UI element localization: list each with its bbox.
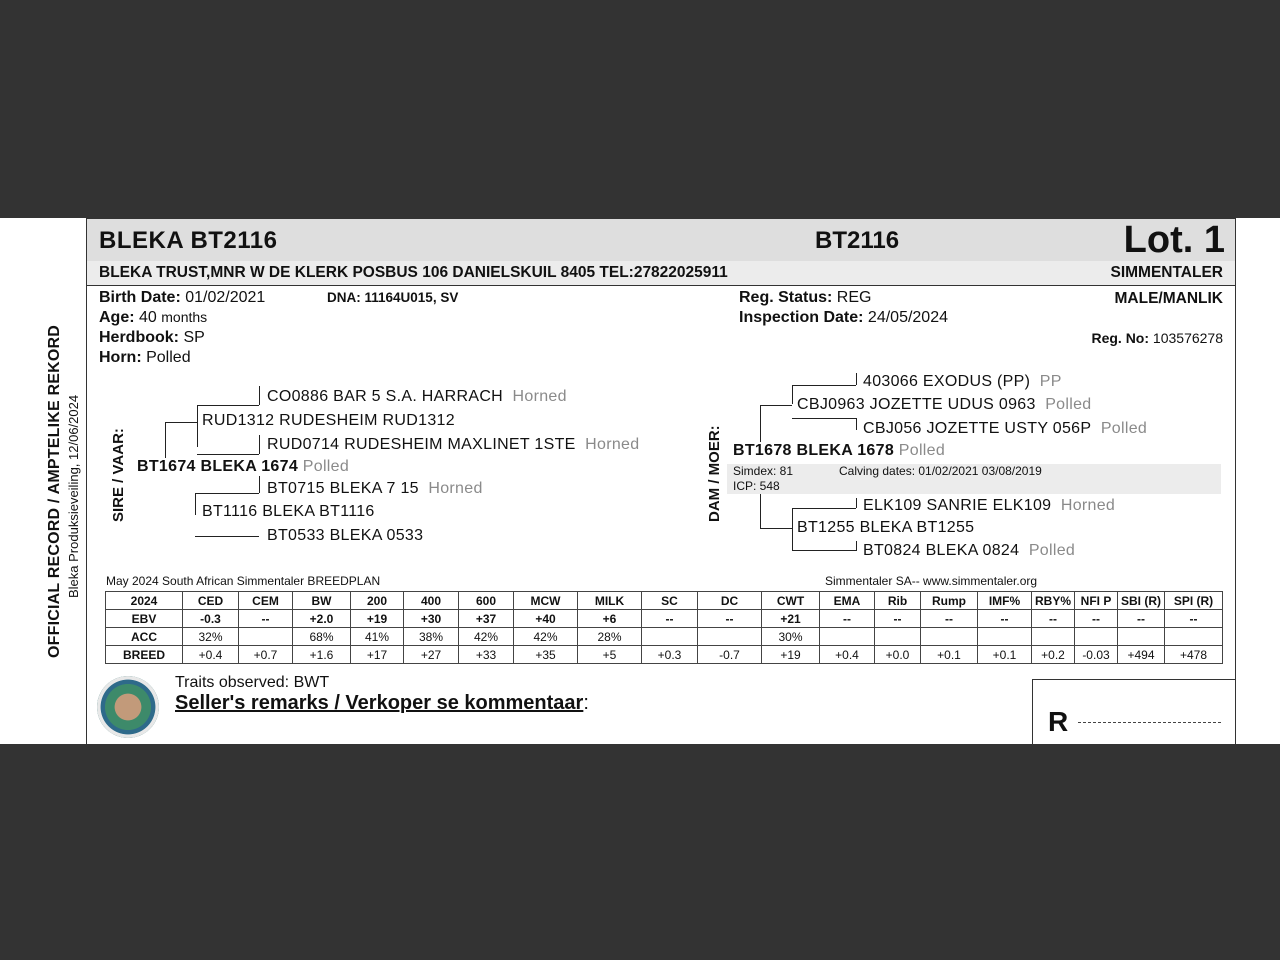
- ebv-cell: [820, 628, 875, 646]
- ebv-cell: +35: [514, 646, 578, 664]
- ebv-row: [106, 610, 1223, 628]
- price-input-line[interactable]: [1078, 722, 1221, 723]
- horn-status-text: Polled: [302, 458, 350, 475]
- ebv-cell: 200: [351, 592, 404, 610]
- ebv-cell: SC: [642, 592, 698, 610]
- ebv-cell: +5: [578, 646, 642, 664]
- ebv-cell: +0.4: [820, 646, 875, 664]
- ebv-cell: DC: [698, 592, 762, 610]
- breedplan-caption: May 2024 South African Simmentaler BREEDPLAN: [106, 574, 381, 588]
- dam-dam: BT1255 BLEKA BT1255: [797, 519, 975, 536]
- ebv-cell: 400: [404, 592, 459, 610]
- ebv-row: [106, 592, 1223, 610]
- ebv-cell: +478: [1165, 646, 1223, 664]
- ebv-row-label: EBV: [106, 610, 183, 628]
- reg-status: [739, 289, 871, 307]
- ebv-cell: +2.0: [293, 610, 351, 628]
- age-label: Age:: [99, 309, 135, 326]
- icp-value: ICP: 548: [733, 479, 780, 493]
- ebv-cell: --: [239, 610, 293, 628]
- ebv-cell: +0.1: [978, 646, 1032, 664]
- ebv-cell: IMF%: [978, 592, 1032, 610]
- dam-sire: [797, 396, 1091, 414]
- lot-number: Lot. 1: [1123, 219, 1225, 261]
- ebv-cell: +17: [351, 646, 404, 664]
- reg-no-label: Reg. No:: [1091, 330, 1150, 346]
- ebv-cell: --: [978, 610, 1032, 628]
- ebv-table: [105, 591, 1223, 664]
- ebv-cell: Rib: [875, 592, 921, 610]
- ebv-cell: [239, 628, 293, 646]
- ebv-cell: --: [921, 610, 978, 628]
- ebv-cell: --: [1165, 610, 1223, 628]
- tree-line: [259, 435, 260, 454]
- tree-line: [760, 405, 792, 406]
- age-unit: months: [161, 309, 208, 325]
- tree-line: [760, 405, 761, 442]
- ebv-cell: --: [1032, 610, 1075, 628]
- ebv-cell: [1075, 628, 1118, 646]
- horn-status-text: Horned: [585, 436, 640, 453]
- tree-line: [792, 385, 856, 386]
- tree-line: [259, 476, 260, 493]
- ebv-cell: 30%: [762, 628, 820, 646]
- card-header: [87, 218, 1235, 262]
- lot-card: [86, 218, 1236, 744]
- tree-line: [195, 536, 259, 537]
- tree-line: [760, 528, 792, 529]
- ebv-cell: +494: [1118, 646, 1165, 664]
- owner-bar: [87, 261, 1235, 286]
- ebv-cell: MCW: [514, 592, 578, 610]
- horn-label: Horn:: [99, 349, 142, 366]
- pedigree-name: CO0886 BAR 5 S.A. HARRACH: [267, 388, 504, 405]
- animal-id: BT2116: [815, 227, 900, 254]
- ebv-cell: CWT: [762, 592, 820, 610]
- ebv-cell: --: [698, 610, 762, 628]
- inspection-label: Inspection Date:: [739, 309, 864, 326]
- ebv-cell: [921, 628, 978, 646]
- pedigree-name: BT0715 BLEKA 7 15: [267, 480, 419, 497]
- ebv-cell: NFI P: [1075, 592, 1118, 610]
- official-record-label: OFFICIAL RECORD / AMPTELIKE REKORD: [46, 324, 63, 658]
- dam-sire-dam: [863, 420, 1147, 438]
- tree-line: [197, 405, 259, 406]
- tree-line: [792, 385, 793, 404]
- traits-observed: Traits observed: BWT: [175, 674, 330, 691]
- breed-name: SIMMENTALER: [1110, 264, 1223, 281]
- ebv-cell: BW: [293, 592, 351, 610]
- ebv-cell: [642, 628, 698, 646]
- sire-sire-sire: [267, 388, 567, 406]
- birth-date: [99, 289, 265, 307]
- reg-number: [1091, 330, 1223, 346]
- sire-label: SIRE / VAAR:: [110, 428, 127, 522]
- herdbook-label: Herdbook:: [99, 329, 179, 346]
- pedigree-name: RUD0714 RUDESHEIM MAXLINET 1STE: [267, 436, 576, 453]
- ebv-cell: 28%: [578, 628, 642, 646]
- ebv-cell: +1.6: [293, 646, 351, 664]
- ebv-cell: SPI (R): [1165, 592, 1223, 610]
- ebv-row-label: ACC: [106, 628, 183, 646]
- ebv-cell: +33: [459, 646, 514, 664]
- horn-status-text: Polled: [898, 442, 946, 459]
- ebv-cell: +0.7: [239, 646, 293, 664]
- pedigree-name: CBJ0963 JOZETTE UDUS 0963: [797, 396, 1036, 413]
- horn-status-text: Polled: [1028, 542, 1076, 559]
- ebv-cell: +0.0: [875, 646, 921, 664]
- horn-status-text: Horned: [1060, 497, 1116, 514]
- reg-no-value: 103576278: [1152, 330, 1223, 346]
- dam-dam-dam: [863, 542, 1075, 560]
- age-value: 40: [139, 309, 157, 326]
- horn-status-text: Polled: [1045, 396, 1092, 413]
- ebv-cell: [978, 628, 1032, 646]
- ebv-cell: EMA: [820, 592, 875, 610]
- pedigree-name: ELK109 SANRIE ELK109: [863, 497, 1052, 514]
- side-label: [46, 218, 86, 744]
- ebv-cell: CED: [183, 592, 239, 610]
- ebv-cell: --: [1118, 610, 1165, 628]
- reg-status-label: Reg. Status:: [739, 289, 833, 306]
- ebv-cell: +30: [404, 610, 459, 628]
- ebv-cell: 600: [459, 592, 514, 610]
- ebv-cell: [875, 628, 921, 646]
- birth-date-value: 01/02/2021: [185, 289, 266, 306]
- ebv-cell: +0.1: [921, 646, 978, 664]
- tree-line: [856, 541, 857, 551]
- birth-date-label: Birth Date:: [99, 289, 181, 306]
- ebv-cell: 42%: [459, 628, 514, 646]
- animal-name: BLEKA BT2116: [99, 227, 278, 254]
- ebv-cell: +0.3: [642, 646, 698, 664]
- ebv-cell: [1118, 628, 1165, 646]
- inspection-value: 24/05/2024: [867, 309, 948, 326]
- ebv-cell: --: [642, 610, 698, 628]
- ebv-cell: +27: [404, 646, 459, 664]
- dam-performance-box: [727, 464, 1221, 494]
- seller-remarks-colon: :: [583, 692, 589, 714]
- tree-line: [856, 418, 857, 430]
- seller-remarks-label: Seller's remarks / Verkoper se kommentaar: [175, 692, 584, 714]
- dna-info: DNA: 11164U015, SV: [327, 290, 459, 305]
- ebv-cell: +21: [762, 610, 820, 628]
- simdex-value: Simdex: 81: [733, 464, 794, 478]
- tree-line: [856, 498, 857, 508]
- ebv-cell: +19: [351, 610, 404, 628]
- reg-status-value: REG: [836, 289, 872, 306]
- ebv-row: [106, 646, 1223, 664]
- ebv-cell: --: [875, 610, 921, 628]
- ebv-cell: [698, 628, 762, 646]
- herdbook-value: SP: [183, 329, 205, 346]
- auction-date-label: Bleka Produksieveiling, 12/06/2024: [66, 394, 81, 598]
- ebv-cell: CEM: [239, 592, 293, 610]
- ebv-cell: SBI (R): [1118, 592, 1165, 610]
- tree-line: [792, 508, 856, 509]
- ebv-cell: [1165, 628, 1223, 646]
- dam-name: [733, 442, 945, 460]
- ebv-row-label: 2024: [106, 592, 183, 610]
- tree-line: [792, 508, 793, 528]
- sire-sire: RUD1312 RUDESHEIM RUD1312: [202, 412, 455, 429]
- price-box: [1032, 679, 1236, 745]
- sire-dam-dam: BT0533 BLEKA 0533: [267, 527, 424, 544]
- ebv-cell: +40: [514, 610, 578, 628]
- horn-status-text: Polled: [1100, 420, 1148, 437]
- pedigree-name: 403066 EXODUS (PP): [863, 373, 1031, 390]
- herdbook: [99, 329, 205, 347]
- tree-line: [195, 493, 259, 494]
- tree-line: [195, 493, 196, 515]
- ebv-row: [106, 628, 1223, 646]
- dam-label: DAM / MOER:: [706, 425, 723, 522]
- ebv-cell: +37: [459, 610, 514, 628]
- sex-label: MALE/MANLIK: [1114, 290, 1223, 307]
- ebv-cell: 42%: [514, 628, 578, 646]
- inspection-date: [739, 309, 948, 327]
- ebv-cell: --: [820, 610, 875, 628]
- ebv-cell: [1032, 628, 1075, 646]
- tree-line: [760, 494, 761, 528]
- ebv-cell: +6: [578, 610, 642, 628]
- seller-remarks: [175, 692, 589, 715]
- pedigree-name: BT1674 BLEKA 1674: [137, 458, 299, 475]
- owner-details: BLEKA TRUST,MNR W DE KLERK POSBUS 106 DANIELSKUIL 8405 TEL:27822025911: [99, 264, 728, 281]
- sire-dam: BT1116 BLEKA BT1116: [202, 503, 375, 520]
- society-caption: Simmentaler SA-- www.simmentaler.org: [825, 574, 1038, 588]
- price-currency-label: R: [1048, 706, 1069, 737]
- horn-status-text: PP: [1039, 373, 1062, 390]
- dam-dam-sire: [863, 497, 1115, 515]
- tree-line: [792, 550, 856, 551]
- ebv-cell: 41%: [351, 628, 404, 646]
- ebv-cell: --: [1075, 610, 1118, 628]
- horn-status-text: Horned: [512, 388, 567, 405]
- sire-sire-dam: [267, 436, 639, 454]
- horn-value: Polled: [146, 349, 191, 366]
- ebv-cell: +0.4: [183, 646, 239, 664]
- pedigree-name: BT0824 BLEKA 0824: [863, 542, 1020, 559]
- tree-line: [259, 386, 260, 405]
- tree-line: [792, 418, 856, 419]
- tree-line: [165, 422, 197, 423]
- ebv-cell: 68%: [293, 628, 351, 646]
- tree-line: [197, 454, 259, 455]
- sire-dam-sire: [267, 480, 483, 498]
- ebv-cell: MILK: [578, 592, 642, 610]
- tree-line: [197, 405, 198, 447]
- tree-line: [792, 528, 793, 550]
- tree-line: [165, 422, 166, 458]
- ebv-cell: RBY%: [1032, 592, 1075, 610]
- ebv-cell: 32%: [183, 628, 239, 646]
- ebv-cell: 38%: [404, 628, 459, 646]
- ebv-cell: -0.3: [183, 610, 239, 628]
- calving-dates: Calving dates: 01/02/2021 03/08/2019: [839, 464, 1042, 478]
- pedigree-name: CBJ056 JOZETTE USTY 056P: [863, 420, 1092, 437]
- ebv-row-label: BREED: [106, 646, 183, 664]
- ebv-cell: Rump: [921, 592, 978, 610]
- ebv-cell: -0.7: [698, 646, 762, 664]
- horn-status: [99, 349, 191, 367]
- pedigree-name: BT1678 BLEKA 1678: [733, 442, 895, 459]
- horn-status-text: Horned: [428, 480, 483, 497]
- ebv-cell: +0.2: [1032, 646, 1075, 664]
- society-logo-icon: [97, 676, 159, 738]
- age: [99, 309, 207, 327]
- dam-sire-sire: [863, 373, 1062, 391]
- sire-name: [137, 458, 349, 476]
- ebv-cell: +19: [762, 646, 820, 664]
- tree-line: [856, 373, 857, 385]
- ebv-cell: -0.03: [1075, 646, 1118, 664]
